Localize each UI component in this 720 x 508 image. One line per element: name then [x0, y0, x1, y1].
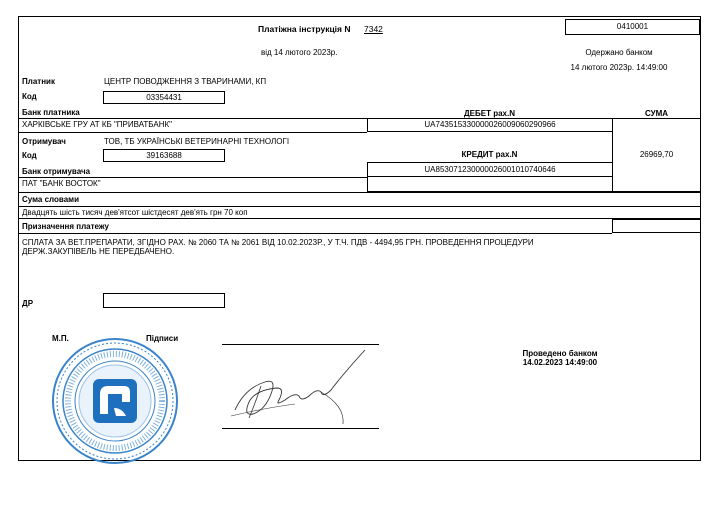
payer-bank-label: Банк платника: [22, 108, 80, 117]
document-number: 7342: [364, 24, 383, 34]
handwritten-signature-icon: [225, 344, 375, 428]
payer-label: Платник: [22, 77, 55, 86]
debit-account-box: UA743515330000026009060290966: [367, 118, 613, 132]
divider: [18, 118, 367, 119]
document-title: Платіжна інструкція N: [258, 24, 351, 34]
processed-label: Проведено банком: [522, 349, 598, 358]
recipient-code-label: Код: [22, 151, 37, 160]
divider: [18, 233, 612, 234]
payer-bank-name: ХАРКІВСЬКЕ ГРУ АТ КБ "ПРИВАТБАНК": [22, 120, 172, 129]
credit-label: КРЕДИТ рах.N: [461, 150, 518, 159]
credit-extra-box: [367, 176, 613, 192]
payer-name: ЦЕНТР ПОВОДЖЕННЯ З ТВАРИНАМИ, КП: [104, 77, 267, 86]
divider: [18, 218, 701, 219]
recipient-code-box: 39163688: [103, 149, 225, 162]
amount-words-label: Сума словами: [22, 195, 80, 204]
amount-label: СУМА: [644, 109, 669, 118]
purpose-text: СПЛАТА ЗА ВЕТ.ПРЕПАРАТИ, ЗГІДНО РАХ. № 2060 ТА № 2061 ВІД 10.02.2023Р., У Т.Ч. ПДВ - 4494,95 ГРН. ПРОВЕДЕННЯ ПРОЦЕДУРИ ДЕРЖ.ЗАКУПІВЕЛЬ НЕ ПЕРЕДБАЧЕНО.: [22, 238, 534, 256]
divider: [18, 177, 367, 178]
payer-code-label: Код: [22, 92, 37, 101]
payer-code-box: 03354431: [103, 91, 225, 104]
processed-datetime: 14.02.2023 14:49:00: [522, 358, 598, 367]
document-date: від 14 лютого 2023р.: [261, 48, 338, 57]
signatures-label: Підписи: [146, 334, 179, 343]
recipient-bank-name: ПАТ "БАНК ВОСТОК": [22, 179, 101, 188]
dr-box: [103, 293, 225, 308]
divider: [18, 192, 701, 193]
received-label: Одержано банком: [585, 48, 653, 57]
received-datetime: 14 лютого 2023р. 14:49:00: [570, 63, 668, 72]
dr-label: ДР: [22, 299, 34, 308]
purpose-side-box: [612, 219, 701, 233]
stamp-label: М.П.: [52, 334, 69, 343]
purpose-label: Призначення платежу: [22, 222, 110, 231]
signature-line-2: [222, 428, 379, 429]
recipient-label: Отримувач: [22, 137, 66, 146]
recipient-bank-label: Банк отримувача: [22, 167, 91, 176]
form-code-box: 0410001: [565, 19, 700, 35]
divider: [18, 206, 701, 207]
debit-label: ДЕБЕТ рах.N: [463, 109, 515, 118]
amount-words-text: Двадцять шість тисяч дев'ятсот шістдесят дев'ять грн 70 коп: [22, 208, 248, 217]
credit-account-box: UA853071230000026001010740646: [367, 162, 613, 177]
amount-box: 26969,70: [612, 118, 701, 192]
recipient-name: ТОВ, ТБ УКРАЇНСЬКІ ВЕТЕРИНАРНІ ТЕХНОЛОГІ: [104, 137, 290, 146]
divider: [18, 132, 367, 133]
bank-stamp-icon: [50, 336, 180, 466]
